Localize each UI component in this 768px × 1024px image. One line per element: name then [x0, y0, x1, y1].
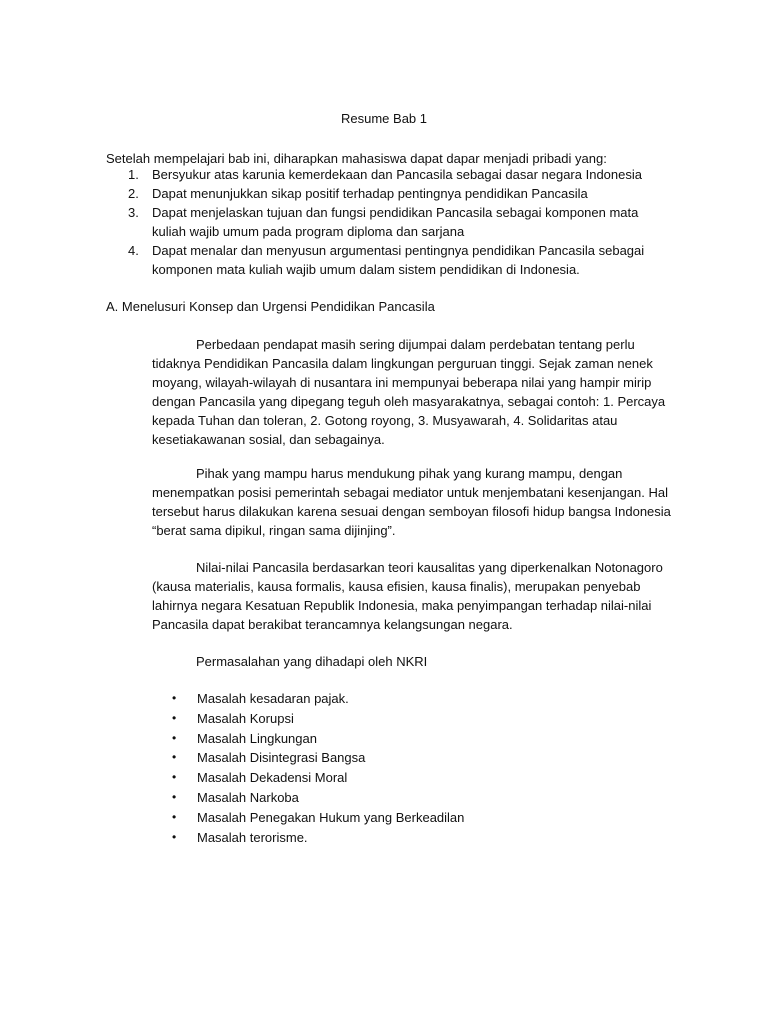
paragraph-text: Pihak yang mampu harus mendukung pihak yang kurang mampu, dengan menempatkan posisi pemerintah sebagai mediator untuk menjembatani kesenjangan. Hal tersebut harus dilakukan karena sesuai dengan semboyan filosofi hidup bangsa Indonesia “berat sama dipikul, ringan sama dijinjing”. [152, 466, 671, 538]
paragraph [152, 558, 672, 634]
intro-text: Setelah mempelajari bab ini, diharapkan mahasiswa dapat dapar menjadi pribadi yang: [106, 151, 607, 166]
bullet-icon: • [172, 710, 177, 725]
goals-list [106, 165, 666, 279]
bullet-icon: • [172, 691, 177, 705]
bullet-icon: • [172, 809, 177, 824]
goal-item [106, 203, 666, 241]
list-item-text: Masalah Penegakan Hukum yang Berkeadilan [197, 809, 465, 825]
paragraph-text: Nilai-nilai Pancasila berdasarkan teori kausalitas yang diperkenalkan Notonagoro (kausa materialis, kausa formalis, kausa efisien, kausa finalis), merupakan penyebab lahirnya negara Kesatuan Republik Indonesia, maka penyimpangan terhadap nilai-nilai Pancasila dapat berakibat terancamnya kelangsungan negara. [152, 560, 663, 632]
list-item-text: Masalah kesadaran pajak. [197, 691, 349, 706]
section-heading: A. Menelusuri Konsep dan Urgensi Pendidikan Pancasila [106, 299, 435, 314]
goal-number: 4. [128, 243, 139, 258]
goal-text: Bersyukur atas karunia kemerdekaan dan Pancasila sebagai dasar negara Indonesia [152, 167, 642, 182]
list-item [152, 788, 652, 808]
list-item-text: Masalah Dekadensi Moral [197, 770, 348, 786]
goal-text: Dapat menalar dan menyusun argumentasi pentingnya pendidikan Pancasila sebagai komponen mata kuliah wajib umum dalam sistem pendidikan di Indonesia. [152, 243, 645, 277]
goal-text: Dapat menjelaskan tujuan dan fungsi pendidikan Pancasila sebagai komponen mata kuliah wajib umum pada program diploma dan sarjana [152, 205, 639, 239]
problems-list [152, 689, 652, 847]
goal-text: Dapat menunjukkan sikap positif terhadap pentingnya pendidikan Pancasila [152, 186, 588, 201]
goal-number: 3. [128, 205, 139, 220]
list-item-text: Masalah Lingkungan [197, 730, 317, 746]
document-title: Resume Bab 1 [341, 111, 427, 126]
list-item-text: Masalah Korupsi [197, 710, 294, 726]
bullet-icon: • [172, 750, 177, 765]
list-item [152, 748, 652, 768]
list-item [152, 828, 652, 848]
list-item [152, 709, 652, 729]
bullet-icon: • [172, 730, 177, 745]
list-item-text: Masalah terorisme. [197, 829, 308, 845]
list-item [152, 729, 652, 749]
list-item [152, 689, 652, 709]
goal-item [106, 165, 666, 184]
list-item-text: Masalah Narkoba [197, 789, 299, 805]
bullet-icon: • [172, 829, 177, 844]
list-item [152, 808, 652, 828]
bullet-icon: • [172, 789, 177, 804]
list-item-text: Masalah Disintegrasi Bangsa [197, 750, 366, 766]
bullet-icon: • [172, 770, 177, 785]
goal-item [106, 241, 666, 279]
paragraph [152, 335, 672, 449]
goal-item [106, 184, 666, 203]
list-item [152, 768, 652, 788]
paragraph [152, 464, 672, 540]
problems-heading: Permasalahan yang dihadapi oleh NKRI [196, 654, 428, 669]
paragraph-text: Perbedaan pendapat masih sering dijumpai dalam perdebatan tentang perlu tidaknya Pendidikan Pancasila dalam lingkungan perguruan tinggi. Sejak zaman nenek moyang, wilayah-wilayah di nusantara ini mempunyai beberapa nilai yang hampir mirip dengan Pancasila yang dipegang teguh oleh masyarakatnya, sebagai contoh: 1. Percaya kepada Tuhan dan toleran, 2. Gotong royong, 3. Musyawarah, 4. Solidaritas atau kesetiakawanan sosial, dan sebagainya. [152, 337, 666, 447]
goal-number: 2. [128, 186, 139, 201]
goal-number: 1. [128, 167, 139, 182]
